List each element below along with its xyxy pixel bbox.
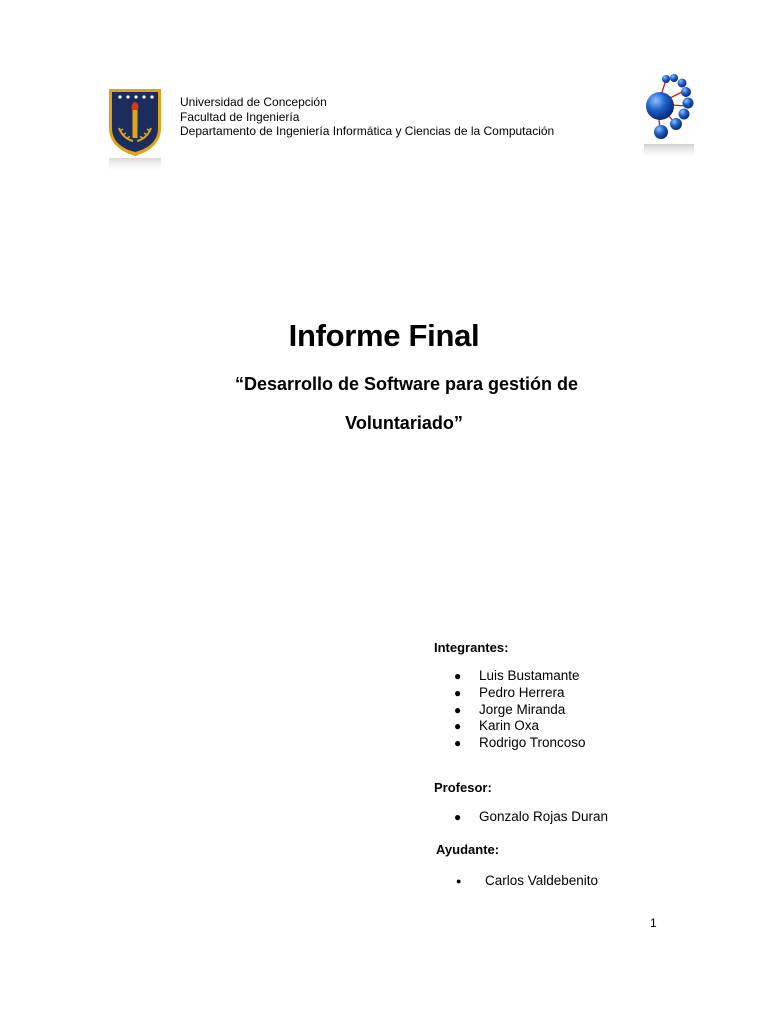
professor-list bbox=[454, 809, 608, 826]
list-item bbox=[456, 873, 598, 890]
professor-label: Profesor: bbox=[434, 780, 492, 795]
page-number: 1 bbox=[650, 916, 657, 930]
institution-header bbox=[180, 95, 554, 139]
member-name: Jorge Miranda bbox=[479, 701, 566, 717]
assistant-label: Ayudante: bbox=[436, 842, 500, 857]
bullet-icon: ● bbox=[454, 669, 462, 683]
list-item bbox=[454, 809, 608, 826]
bullet-icon: ● bbox=[454, 719, 462, 734]
list-item bbox=[454, 735, 586, 752]
list-item bbox=[454, 668, 586, 685]
document-title: Informe Final bbox=[288, 318, 480, 353]
department-name: Departamento de Ingeniería Informática y Ciencias de la Computación bbox=[180, 124, 555, 138]
bullet-icon: ● bbox=[454, 702, 462, 717]
professor-name: Gonzalo Rojas Duran bbox=[479, 809, 609, 824]
member-name: Karin Oxa bbox=[479, 718, 540, 734]
list-item bbox=[454, 718, 586, 735]
bullet-icon: ● bbox=[454, 736, 462, 751]
molecule-logo-icon bbox=[638, 70, 700, 166]
assistant-list bbox=[456, 873, 598, 890]
document-subtitle-line2: Voluntariado” bbox=[345, 413, 463, 433]
university-name: Universidad de Concepción bbox=[180, 95, 327, 109]
list-item bbox=[454, 685, 586, 702]
bullet-icon: ● bbox=[454, 685, 462, 700]
university-crest-icon bbox=[106, 86, 164, 176]
assistant-name: Carlos Valdebenito bbox=[485, 873, 599, 888]
member-name: Luis Bustamante bbox=[479, 668, 580, 683]
faculty-name: Facultad de Ingeniería bbox=[180, 109, 300, 124]
member-name: Rodrigo Troncoso bbox=[479, 735, 586, 751]
bullet-icon: ● bbox=[456, 876, 462, 886]
list-item bbox=[454, 702, 586, 719]
bullet-icon: ● bbox=[454, 810, 462, 824]
members-label: Integrantes: bbox=[434, 640, 509, 655]
member-name: Pedro Herrera bbox=[479, 684, 565, 700]
members-list bbox=[454, 668, 586, 752]
document-subtitle-line1: “Desarrollo de Software para gestión de bbox=[234, 374, 579, 394]
